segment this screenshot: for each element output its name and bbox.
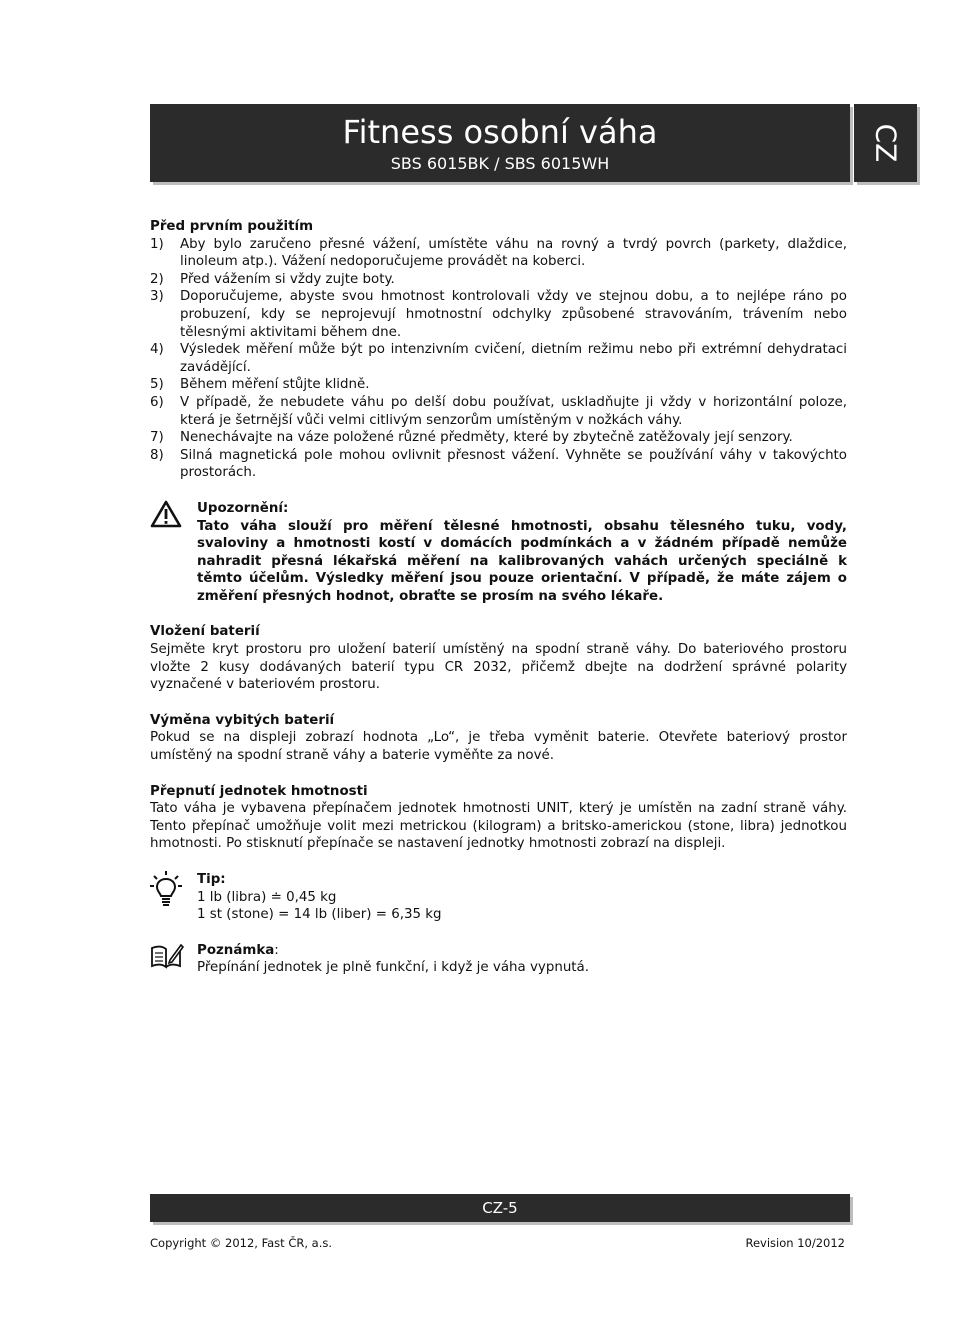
before-first-use-heading: Před prvním použitím bbox=[150, 219, 314, 234]
main-content bbox=[150, 218, 847, 977]
battery-replacement-text: Pokud se na displeji zobrazí hodnota „Lo“, je třeba vyměnit baterie. Otevřete bateriový prostor umístěný na spodní straně váhy a baterie vyměňte za nové. bbox=[150, 730, 847, 764]
list-item-text: Výsledek měření může být po intenzivním cvičení, dietním režimu nebo při extrémní dehydrataci zavádějící. bbox=[180, 342, 847, 375]
note-text: Přepínání jednotek je plně funkční, i když je váha vypnutá. bbox=[197, 960, 590, 976]
warning-heading: Upozornění: bbox=[197, 500, 289, 516]
battery-insertion-text: Sejměte kryt prostoru pro uložení baterií umístěný na spodní straně váhy. Do bateriového prostoru vložte 2 kusy dodávaných baterií typu CR 2032, přičemž dbejte na dodržení správné polarity vyznačené v bateriovém prostoru. bbox=[150, 642, 847, 693]
unit-switch-heading: Přepnutí jednotek hmotnosti bbox=[150, 783, 368, 799]
warning-triangle-icon bbox=[150, 500, 182, 528]
list-item bbox=[150, 288, 847, 341]
battery-insertion-heading: Vložení baterií bbox=[150, 624, 260, 640]
tip-heading: Tip: bbox=[197, 872, 226, 887]
language-tab bbox=[854, 104, 917, 182]
page-title: Fitness osobní váha bbox=[342, 113, 658, 151]
tip-line-1: 1 lb (libra) ≐ 0,45 kg bbox=[197, 889, 337, 905]
tip-block bbox=[150, 871, 847, 924]
list-item-number: 4) bbox=[150, 342, 164, 358]
list-item-number: 5) bbox=[150, 377, 164, 393]
list-item bbox=[150, 341, 847, 376]
copyright: Copyright © 2012, Fast ČR, a.s. bbox=[150, 1236, 333, 1250]
note-heading: Poznámka bbox=[197, 942, 275, 958]
list-item bbox=[150, 447, 847, 482]
list-item-text: V případě, že nebudete váhu po delší dobu používat, uskladňujte ji vždy v horizontální poloze, která je šetrnější vůči velmi citlivým senzorům umístěným v nožkách váhy. bbox=[180, 394, 847, 428]
list-item bbox=[150, 394, 847, 429]
header-banner bbox=[150, 104, 850, 182]
note-block bbox=[150, 942, 847, 977]
list-item-text: Silná magnetická pole mohou ovlivnit přesnost vážení. Vyhněte se používání váhy v takovýchto prostorách. bbox=[180, 447, 847, 481]
lightbulb-icon bbox=[150, 871, 182, 909]
battery-replacement-section bbox=[150, 712, 847, 765]
list-item-number: 7) bbox=[150, 430, 164, 446]
list-item bbox=[150, 376, 847, 394]
unit-switch-section bbox=[150, 783, 847, 853]
list-item bbox=[150, 429, 847, 447]
battery-replacement-heading: Výměna vybitých baterií bbox=[150, 712, 335, 728]
revision: Revision 10/2012 bbox=[745, 1236, 845, 1250]
list-item bbox=[150, 271, 847, 289]
list-item-text: Aby bylo zaručeno přesné vážení, umístěte váhu na rovný a tvrdý povrch (parkety, dlaždice, linoleum atp.). Vážení nedoporučujeme provádět na koberci. bbox=[180, 236, 847, 270]
before-first-use-list bbox=[150, 236, 847, 482]
list-item-text: Doporučujeme, abyste svou hmotnost kontrolovali vždy ve stejnou dobu, a to nejlépe ráno po probuzení, kdy se neprojevují hmotnostní odchylky způsobené stravováním, trávením nebo tělesnými aktivitami během dne. bbox=[180, 289, 847, 340]
notebook-pen-icon bbox=[150, 942, 184, 970]
list-item-number: 2) bbox=[150, 271, 164, 287]
list-item-text: Během měření stůjte klidně. bbox=[180, 377, 370, 393]
list-item-number: 8) bbox=[150, 447, 164, 463]
page-number: CZ-5 bbox=[482, 1199, 518, 1217]
list-item-text: Nenechávajte na váze položené různé předměty, které by zbytečně zatěžovaly její senzory. bbox=[180, 430, 793, 446]
warning-text: Tato váha slouží pro měření tělesné hmotnosti, obsahu tělesného tuku, vody, svaloviny a hmotnosti kostí v domácích podmínkách a v žádném případě nemůže nahradit přesná lékařská měření na kalibrovaných vahách určených speciálně k těmto účelům. Výsledky měření jsou pouze orientační. V případě, že máte zájem o změření přesných hodnot, obraťte se prosím na svého lékaře. bbox=[197, 518, 847, 604]
unit-switch-text: Tato váha je vybavena přepínačem jednotek hmotnosti UNIT, který je umístěn na zadní straně váhy. Tento přepínač umožňuje volit mezi metrickou (kilogram) a britsko-americkou (stone, libra) jednotkou hmotnosti. Po stisknutí přepínače se nastavení jednotky hmotnosti zobrazí na displeji. bbox=[150, 801, 847, 852]
list-item bbox=[150, 236, 847, 271]
list-item-number: 3) bbox=[150, 289, 164, 305]
battery-insertion-section bbox=[150, 623, 847, 693]
list-item-text: Před vážením si vždy zujte boty. bbox=[180, 271, 395, 287]
model-subtitle: SBS 6015BK / SBS 6015WH bbox=[390, 154, 610, 173]
warning-block bbox=[150, 500, 847, 606]
list-item-number: 6) bbox=[150, 394, 164, 410]
list-item-number: 1) bbox=[150, 236, 164, 252]
page-number-bar bbox=[150, 1194, 850, 1222]
note-colon: : bbox=[274, 942, 279, 958]
tip-line-2: 1 st (stone) = 14 lb (liber) = 6,35 kg bbox=[197, 907, 442, 923]
language-tab-label: CZ bbox=[869, 123, 902, 163]
